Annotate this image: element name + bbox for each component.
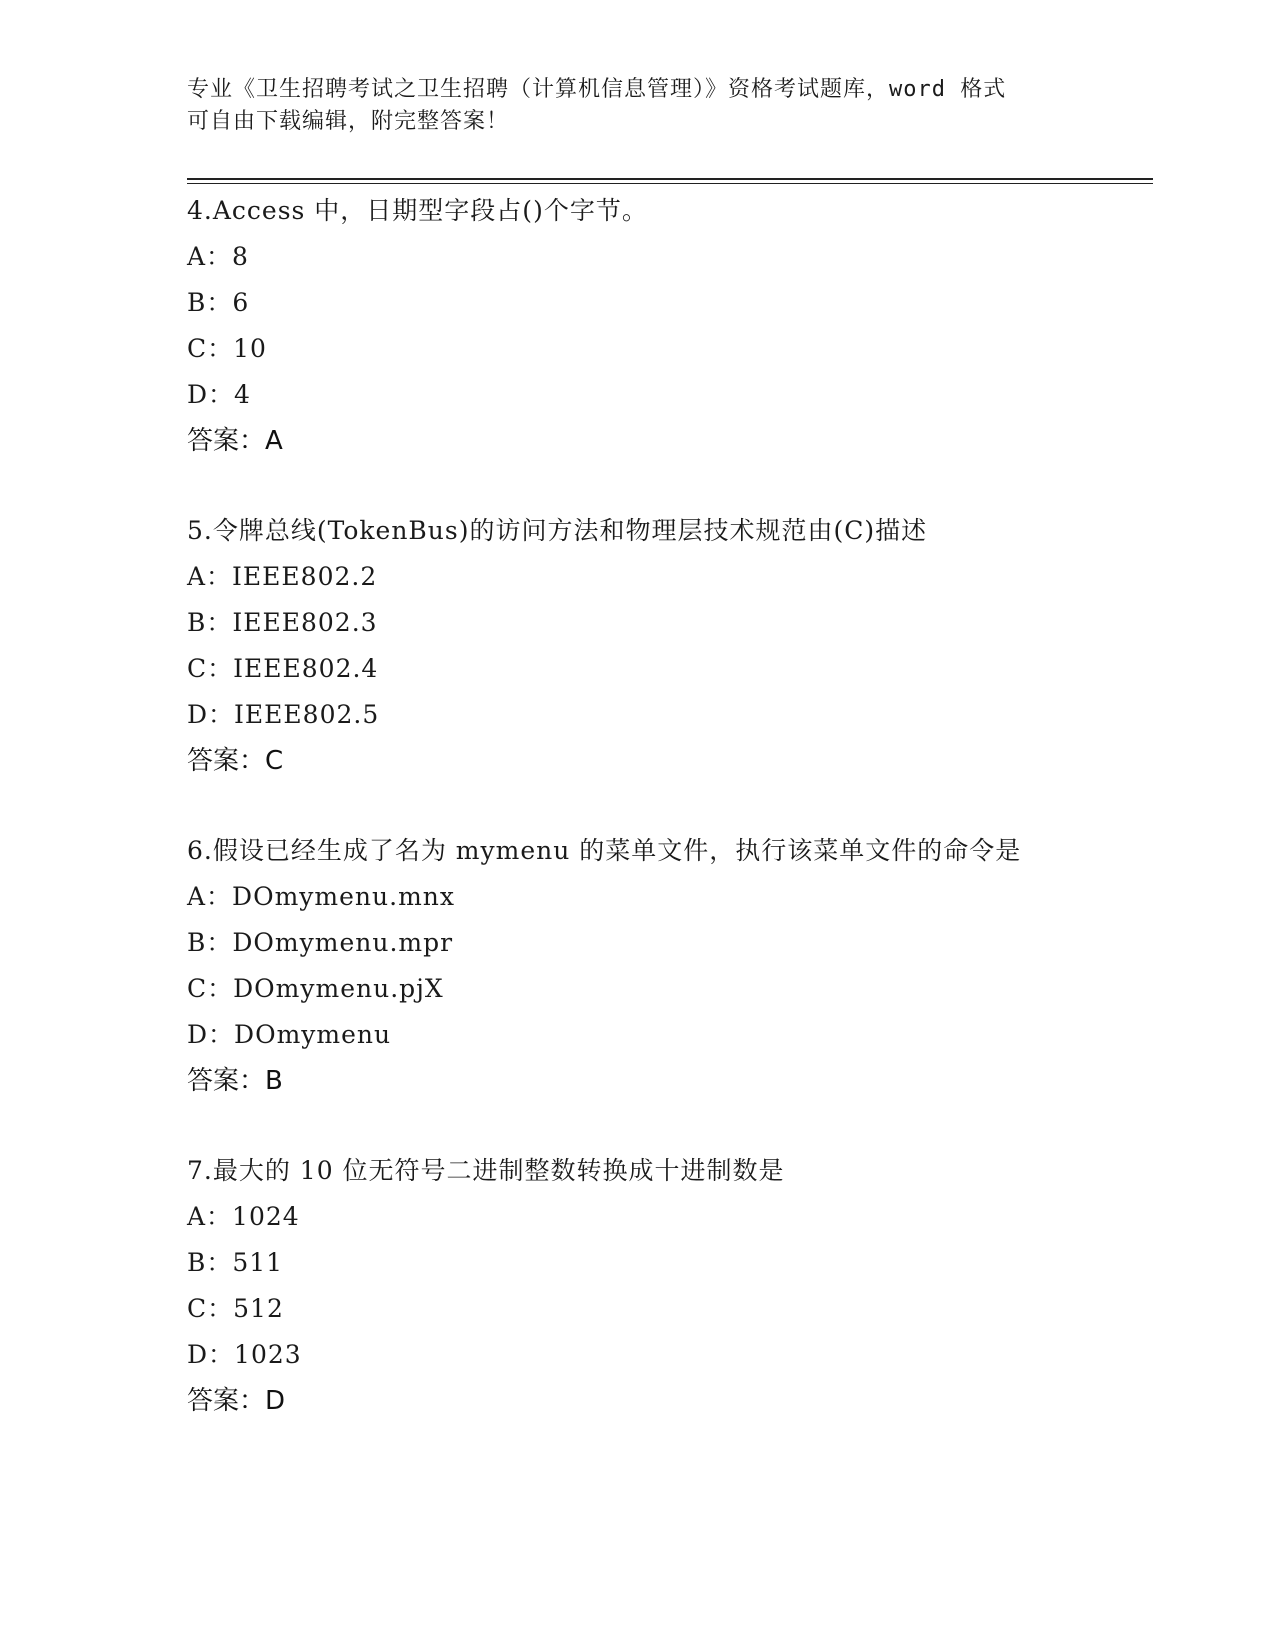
option-d: D：1023 — [187, 1340, 302, 1369]
option-b: B：511 — [187, 1248, 284, 1277]
document-header — [187, 74, 1087, 138]
question-block — [187, 188, 1187, 464]
header-line-2: 可自由下载编辑，附完整答案！ — [187, 109, 510, 134]
option-a: A：DOmymenu.mnx — [187, 882, 455, 911]
question-title: 5.令牌总线(TokenBus)的访问方法和物理层技术规范由(C)描述 — [187, 516, 928, 545]
answer-line: 答案：A — [187, 426, 283, 456]
question-title: 6.假设已经生成了名为 mymenu 的菜单文件，执行该菜单文件的命令是 — [187, 836, 1022, 865]
option-c: C：512 — [187, 1294, 284, 1323]
option-b: B：DOmymenu.mpr — [187, 928, 454, 957]
option-c: C：IEEE802.4 — [187, 654, 379, 683]
question-block — [187, 828, 1187, 1104]
option-b: B：6 — [187, 288, 250, 317]
option-b: B：IEEE802.3 — [187, 608, 378, 637]
question-title: 4.Access 中，日期型字段占()个字节。 — [187, 196, 648, 225]
option-a: A：IEEE802.2 — [187, 562, 378, 591]
answer-line: 答案：C — [187, 746, 284, 776]
option-d: D：IEEE802.5 — [187, 700, 380, 729]
answer-line: 答案：D — [187, 1386, 286, 1416]
option-a: A：8 — [187, 242, 249, 271]
option-d: D：DOmymenu — [187, 1020, 392, 1049]
option-c: C：DOmymenu.pjX — [187, 974, 444, 1003]
answer-line: 答案：B — [187, 1066, 283, 1096]
option-d: D：4 — [187, 380, 251, 409]
question-block — [187, 508, 1187, 784]
option-c: C：10 — [187, 334, 267, 363]
question-title: 7.最大的 10 位无符号二进制整数转换成十进制数是 — [187, 1156, 785, 1185]
header-divider — [187, 178, 1153, 180]
option-a: A：1024 — [187, 1202, 300, 1231]
question-block — [187, 1148, 1187, 1424]
header-divider-thin — [187, 183, 1153, 184]
header-line-1: 专业《卫生招聘考试之卫生招聘（计算机信息管理）》资格考试题库，word 格式 — [187, 77, 1007, 102]
